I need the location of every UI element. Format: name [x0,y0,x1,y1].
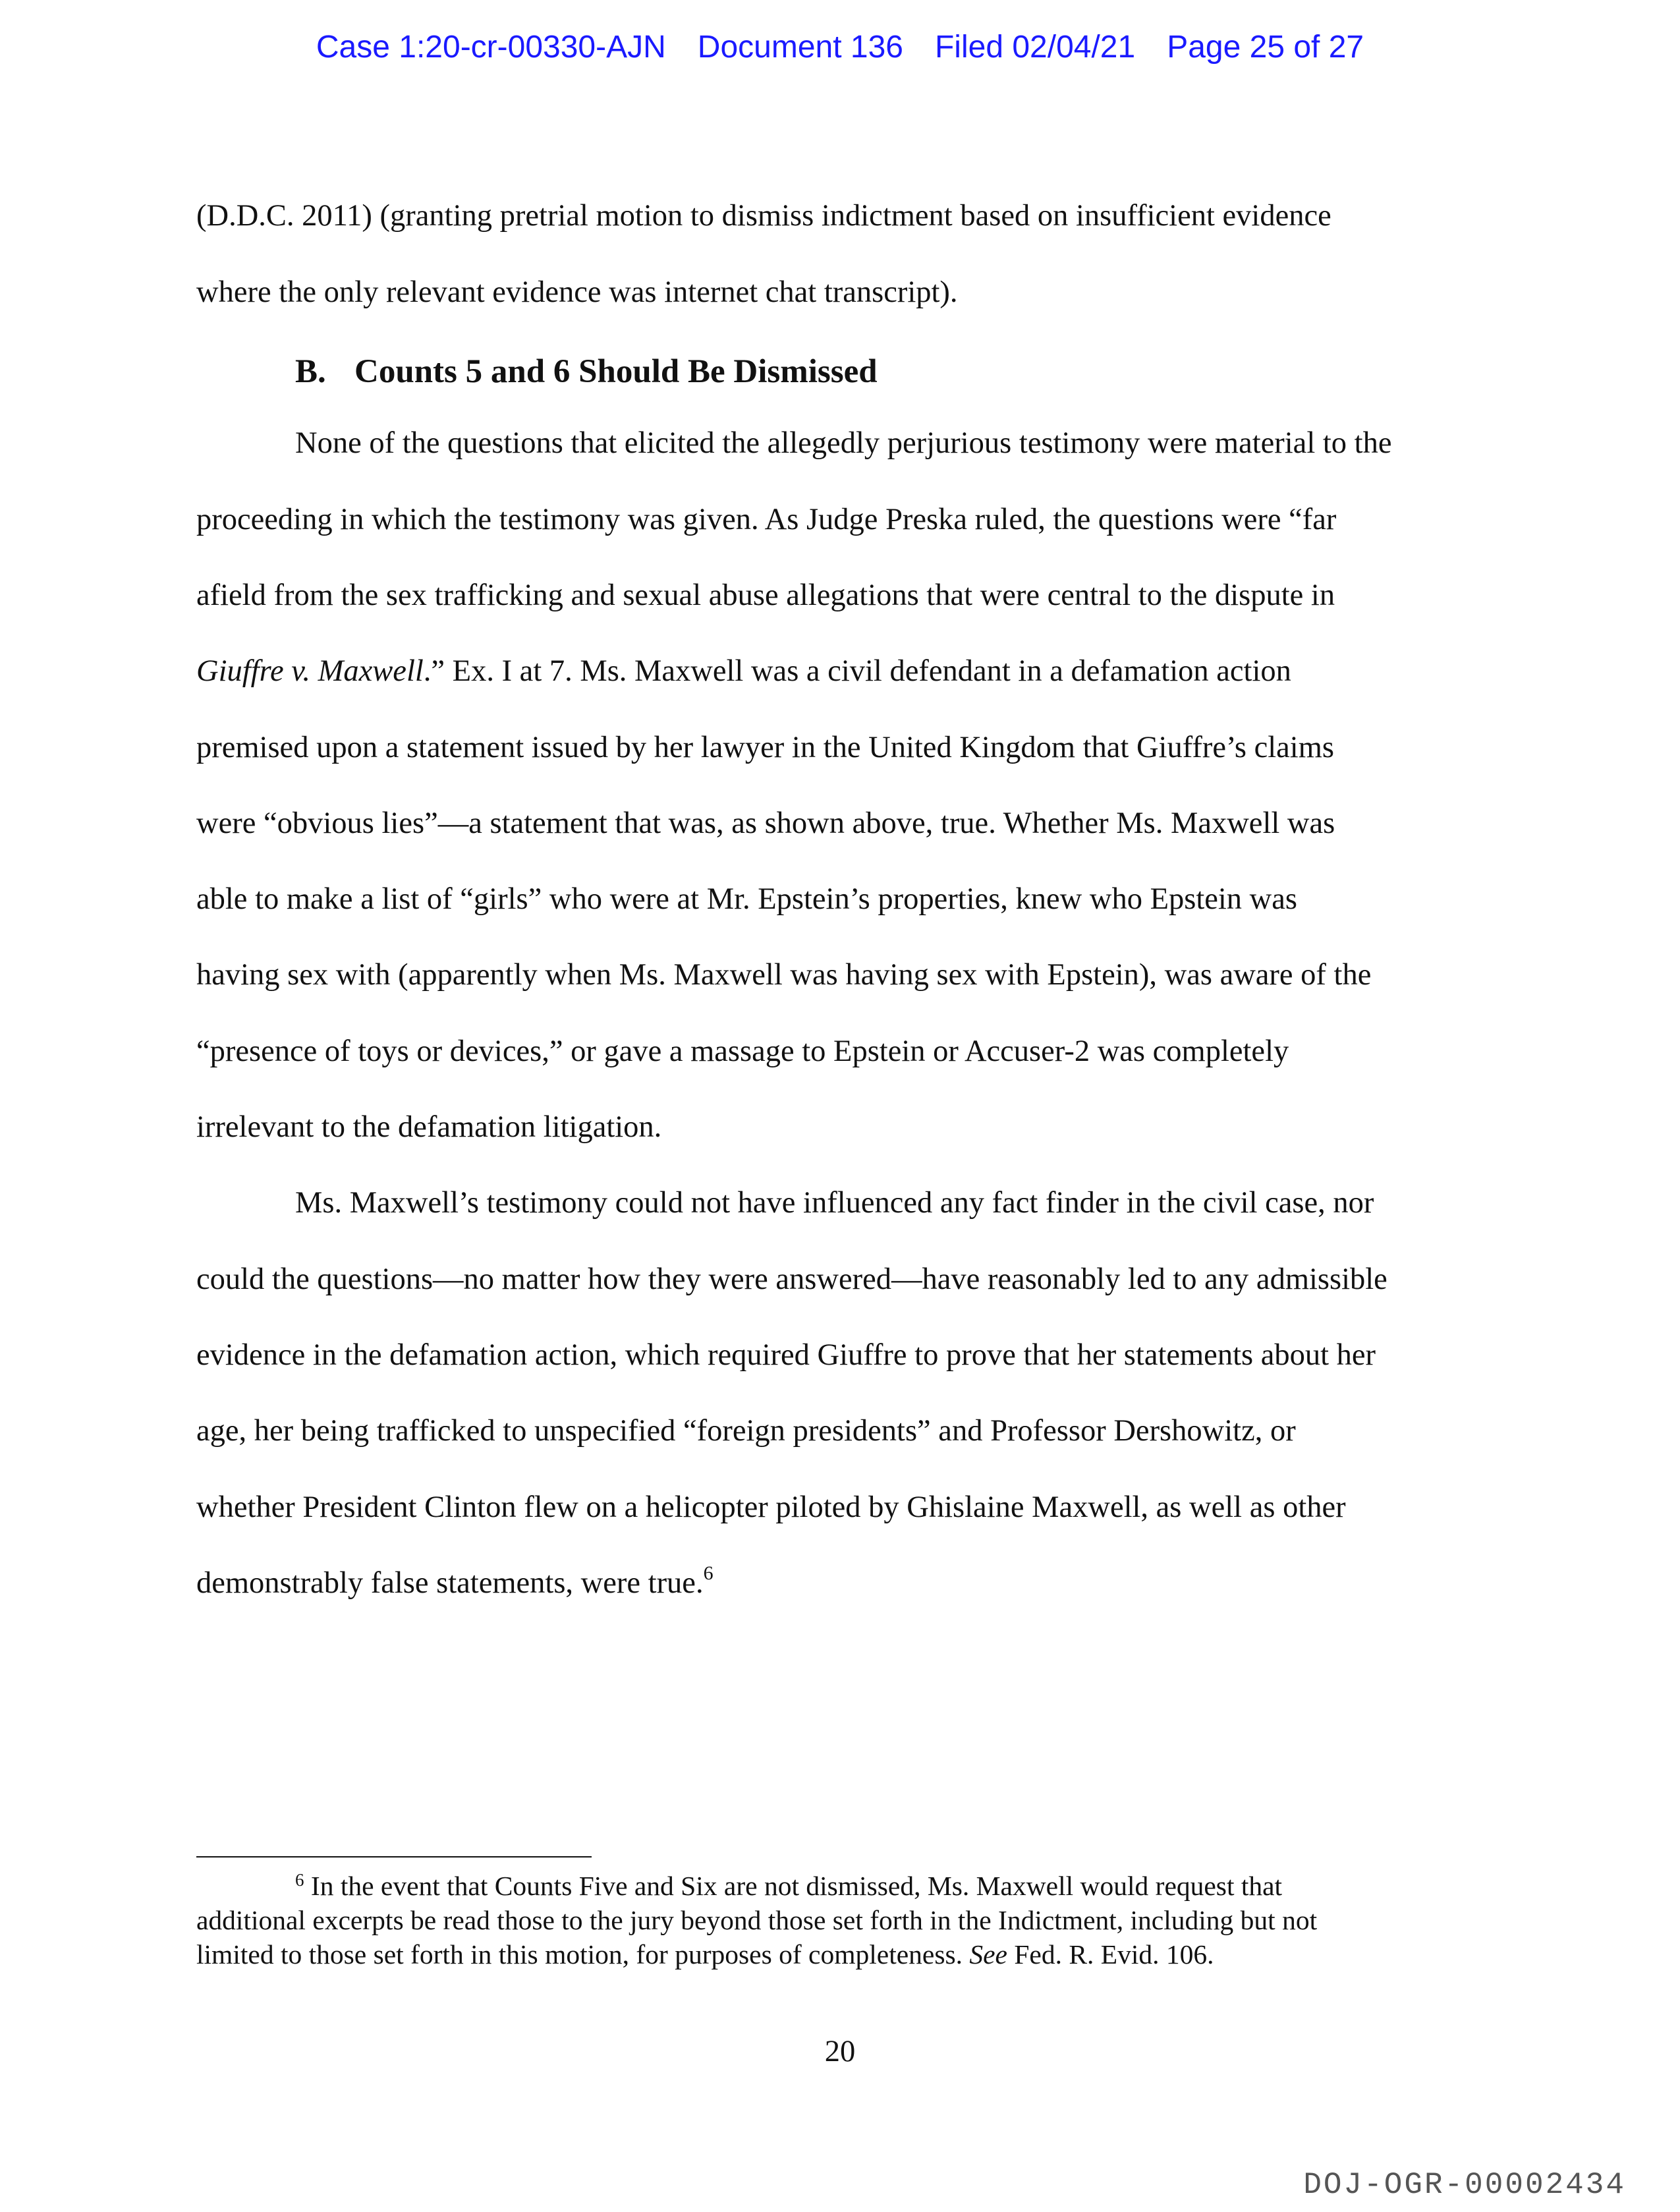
paragraph-line: could the questions—no matter how they were answered—have reasonably led to any admissible [196,1262,1387,1296]
paragraph-line: irrelevant to the defamation litigation. [196,1110,662,1144]
case-number: Case 1:20-cr-00330-AJN [316,30,666,65]
case-header [0,29,1680,65]
paragraph-line: having sex with (apparently when Ms. Maxwell was having sex with Epstein), was aware of the [196,958,1372,992]
paragraph-line [196,1545,1514,1621]
footnote-line [196,1937,1514,1971]
section-title: Counts 5 and 6 Should Be Dismissed [354,353,878,390]
paragraph-text: .” Ex. I at 7. Ms. Maxwell was a civil defendant in a defamation action [423,654,1291,688]
paragraph-line: None of the questions that elicited the allegedly perjurious testimony were material to the [295,426,1392,460]
continuation-line: (D.D.C. 2011) (granting pretrial motion to dismiss indictment based on insufficient evidence [196,199,1331,233]
paragraph-text: demonstrably false statements, were true. [196,1566,704,1600]
paragraph-line [196,633,1514,709]
document-number: Document 136 [697,30,903,65]
case-citation: Giuffre v. Maxwell [196,654,424,688]
page-number: 20 [824,2035,856,2068]
footnote-divider [196,1856,592,1858]
paragraph-line: afield from the sex trafficking and sexual abuse allegations that were central to the dispute in [196,579,1335,612]
footnote-text: limited to those set forth in this motion, for purposes of completeness. [196,1939,970,1970]
section-label: B. [295,353,326,390]
filed-date: Filed 02/04/21 [934,30,1136,65]
paragraph-line: evidence in the defamation action, which required Giuffre to prove that her statements about her [196,1338,1376,1372]
paragraph-line: whether President Clinton flew on a helicopter piloted by Ghislaine Maxwell, as well as other [196,1490,1346,1524]
paragraph-line: able to make a list of “girls” who were at Mr. Epstein’s properties, knew who Epstein was [196,882,1298,916]
paragraph-line: were “obvious lies”—a statement that was, as shown above, true. Whether Ms. Maxwell was [196,807,1335,840]
paragraph-line: proceeding in which the testimony was given. As Judge Preska ruled, the questions were “far [196,503,1337,536]
paragraph-line: “presence of toys or devices,” or gave a massage to Epstein or Accuser-2 was completely [196,1035,1289,1068]
footnote-line: additional excerpts be read those to the jury beyond those set forth in the Indictment, including but not [196,1905,1318,1935]
citation-signal: See [969,1939,1007,1970]
footnote-line [295,1869,1613,1903]
footnote-text: Fed. R. Evid. 106. [1007,1939,1214,1970]
footnote-text: In the event that Counts Five and Six are not dismissed, Ms. Maxwell would request that [304,1871,1283,1901]
bates-stamp: DOJ-OGR-00002434 [1303,2168,1626,2202]
paragraph-line: premised upon a statement issued by her lawyer in the United Kingdom that Giuffre’s claims [196,731,1334,764]
section-heading [295,349,878,394]
paragraph-line: age, her being trafficked to unspecified “foreign presidents” and Professor Dershowitz, or [196,1414,1296,1448]
page-indicator: Page 25 of 27 [1167,30,1364,65]
footnote-reference[interactable]: 6 [703,1562,714,1584]
paragraph-line: Ms. Maxwell’s testimony could not have influenced any fact finder in the civil case, nor [295,1186,1374,1220]
continuation-line: where the only relevant evidence was internet chat transcript). [196,275,958,309]
footnote-number: 6 [295,1870,304,1890]
